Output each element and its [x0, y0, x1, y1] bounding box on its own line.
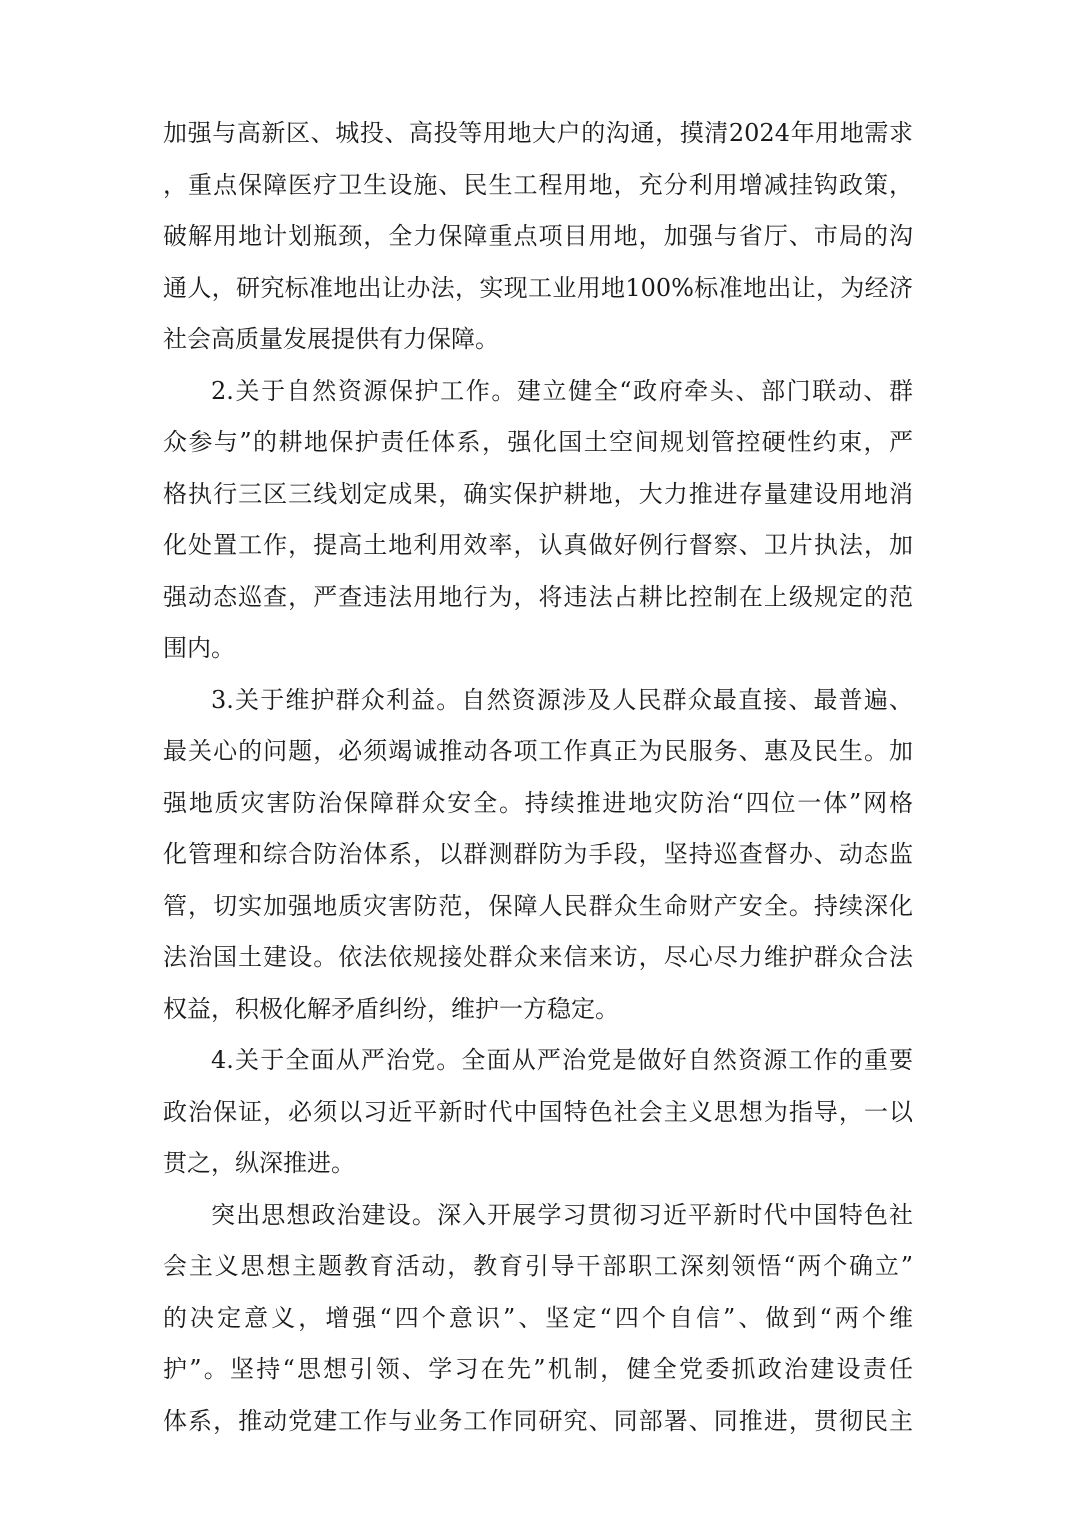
paragraph-2-line-2: 众参与”的耕地保护责任体系，强化国土空间规划管控硬性约束，严 — [163, 428, 913, 456]
paragraph-3-line-6: 法治国土建设。依法依规接处群众来信来访，尽心尽力维护群众合法 — [163, 943, 913, 971]
paragraph-5-line-4: 护”。坚持“思想引领、学习在先”机制，健全党委抓政治建设责任 — [163, 1355, 913, 1383]
paragraph-5-line-3: 的决定意义，增强“四个意识”、坚定“四个自信”、做到“两个维 — [163, 1303, 913, 1332]
paragraph-3-line-7: 权益，积极化解矛盾纠纷，维护一方稳定。 — [163, 994, 619, 1023]
paragraph-3-line-2: 最关心的问题，必须竭诚推动各项工作真正为民服务、惠及民生。加 — [163, 737, 913, 765]
paragraph-5-line-2: 会主义思想主题教育活动，教育引导干部职工深刻领悟“两个确立” — [163, 1252, 913, 1280]
paragraph-1-line-3: 破解用地计划瓶颈，全力保障重点项目用地，加强与省厅、市局的沟 — [163, 222, 913, 250]
document-body — [163, 108, 913, 1447]
paragraph-1-line-4: 通人，研究标准地出让办法，实现工业用地100%标准地出让，为经济 — [163, 273, 913, 302]
paragraph-1-line-2: ，重点保障医疗卫生设施、民生工程用地，充分利用增减挂钩政策， — [163, 170, 913, 199]
paragraph-4-line-2: 政治保证，必须以习近平新时代中国特色社会主义思想为指导，一以 — [163, 1097, 913, 1126]
paragraph-2-line-1: 2.关于自然资源保护工作。建立健全“政府牵头、部门联动、群 — [211, 376, 913, 405]
paragraph-3-line-4: 化管理和综合防治体系，以群测群防为手段，坚持巡查督办、动态监 — [163, 840, 913, 868]
paragraph-3-line-5: 管，切实加强地质灾害防范，保障人民群众生命财产安全。持续深化 — [163, 891, 913, 920]
paragraph-1-line-5: 社会高质量发展提供有力保障。 — [163, 325, 499, 353]
paragraph-1-line-1: 加强与高新区、城投、高投等用地大户的沟通，摸清2024年用地需求 — [163, 119, 913, 147]
paragraph-2-line-3: 格执行三区三线划定成果，确实保护耕地，大力推进存量建设用地消 — [163, 479, 913, 508]
paragraph-4-line-3: 贯之，纵深推进。 — [163, 1149, 355, 1177]
paragraph-5-line-5: 体系，推动党建工作与业务工作同研究、同部署、同推进，贯彻民主 — [163, 1406, 913, 1435]
paragraph-4-line-1: 4.关于全面从严治党。全面从严治党是做好自然资源工作的重要 — [211, 1046, 913, 1074]
paragraph-2-line-4: 化处置工作，提高土地利用效率，认真做好例行督察、卫片执法，加 — [163, 531, 913, 559]
paragraph-3-line-3: 强地质灾害防治保障群众安全。持续推进地灾防治“四位一体”网格 — [163, 788, 913, 817]
paragraph-3-line-1: 3.关于维护群众利益。自然资源涉及人民群众最直接、最普遍、 — [211, 685, 913, 714]
paragraph-2-line-6: 围内。 — [163, 634, 235, 662]
paragraph-5-line-1: 突出思想政治建设。深入开展学习贯彻习近平新时代中国特色社 — [211, 1200, 913, 1229]
paragraph-2-line-5: 强动态巡查，严查违法用地行为，将违法占耕比控制在上级规定的范 — [163, 582, 913, 611]
